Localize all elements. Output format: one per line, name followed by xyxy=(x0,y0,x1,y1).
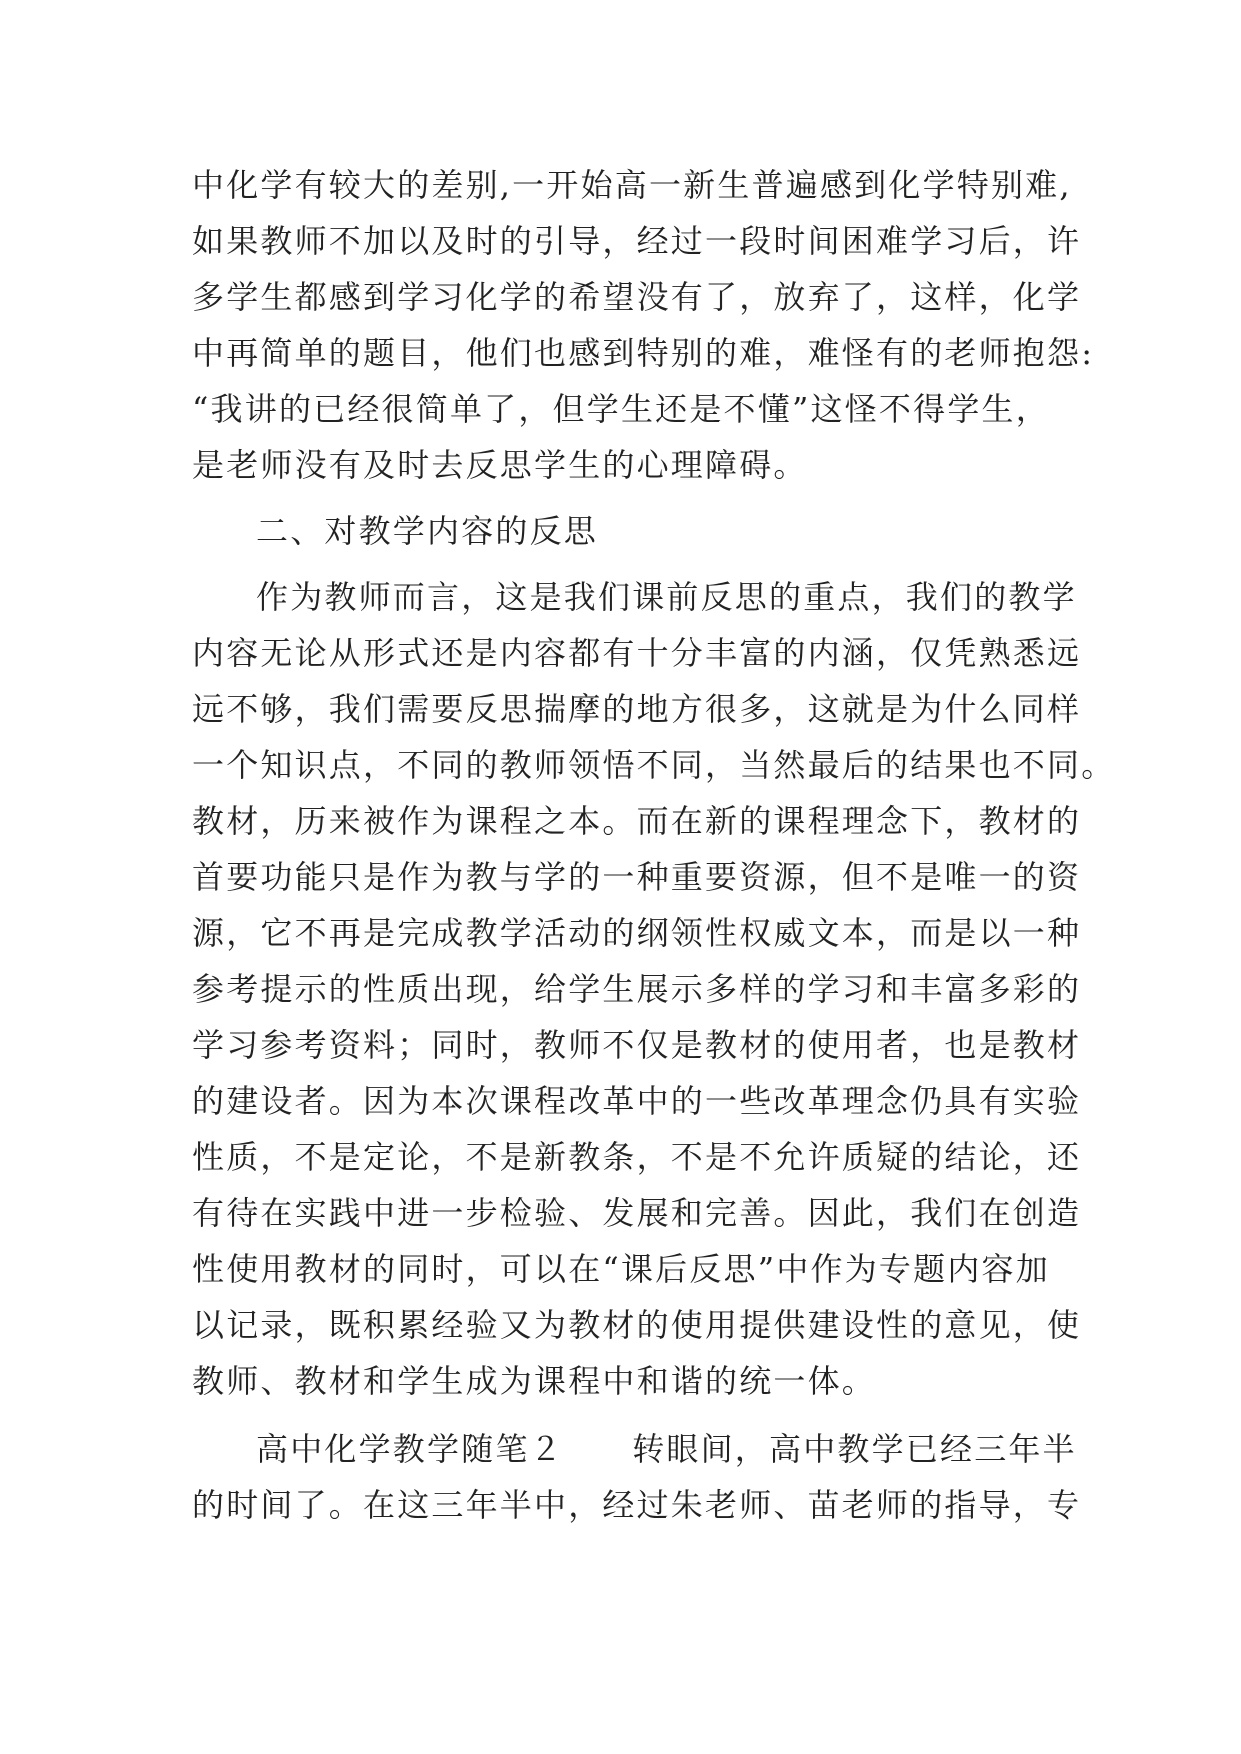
text-line-12: 教材，历来被作为课程之本。而在新的课程理念下，教材的 xyxy=(192,802,1082,840)
text-line-4: 中再简单的题目，他们也感到特别的难，难怪有的老师抱怨: xyxy=(192,334,1095,372)
text-line-14: 源，它不再是完成教学活动的纲领性权威文本，而是以一种 xyxy=(192,914,1082,952)
text-line-21: 以记录，既积累经验又为教材的使用提供建设性的意见，使 xyxy=(192,1306,1082,1344)
section-heading: 二、对教学内容的反思 xyxy=(256,512,599,550)
text-line-19: 有待在实践中进一步检验、发展和完善。因此，我们在创造 xyxy=(192,1194,1082,1232)
text-line-8: 作为教师而言，这是我们课前反思的重点，我们的教学 xyxy=(256,578,1077,616)
text-line-18: 性质，不是定论，不是新教条，不是不允许质疑的结论，还 xyxy=(192,1138,1082,1176)
text-line-3: 多学生都感到学习化学的希望没有了，放弃了，这样，化学 xyxy=(192,278,1082,316)
text-line-11: 一个知识点，不同的教师领悟不同，当然最后的结果也不同。 xyxy=(192,746,1116,784)
text-line-10: 远不够，我们需要反思揣摩的地方很多，这就是为什么同样 xyxy=(192,690,1082,728)
text-line-6: 是老师没有及时去反思学生的心理障碍。 xyxy=(192,446,808,484)
text-line-13: 首要功能只是作为教与学的一种重要资源，但不是唯一的资 xyxy=(192,858,1082,896)
text-line-22: 教师、教材和学生成为课程中和谐的统一体。 xyxy=(192,1362,877,1400)
text-line-5: “我讲的已经很简单了，但学生还是不懂”这怪不得学生， xyxy=(192,390,1050,428)
text-line-24: 的时间了。在这三年半中，经过朱老师、苗老师的指导，专 xyxy=(192,1486,1082,1524)
text-line-2: 如果教师不加以及时的引导，经过一段时间困难学习后，许 xyxy=(192,222,1082,260)
text-line-16: 学习参考资料；同时，教师不仅是教材的使用者，也是教材 xyxy=(192,1026,1082,1064)
text-line-1: 中化学有较大的差别,一开始高一新生普遍感到化学特别难, xyxy=(192,166,1072,204)
text-line-17: 的建设者。因为本次课程改革中的一些改革理念仍具有实验 xyxy=(192,1082,1082,1120)
text-line-20: 性使用教材的同时，可以在“课后反思”中作为专题内容加 xyxy=(192,1250,1050,1288)
text-line-23: 高中化学教学随笔２ 转眼间，高中教学已经三年半 xyxy=(256,1430,1077,1468)
text-line-9: 内容无论从形式还是内容都有十分丰富的内涵，仅凭熟悉远 xyxy=(192,634,1082,672)
text-line-15: 参考提示的性质出现，给学生展示多样的学习和丰富多彩的 xyxy=(192,970,1082,1008)
